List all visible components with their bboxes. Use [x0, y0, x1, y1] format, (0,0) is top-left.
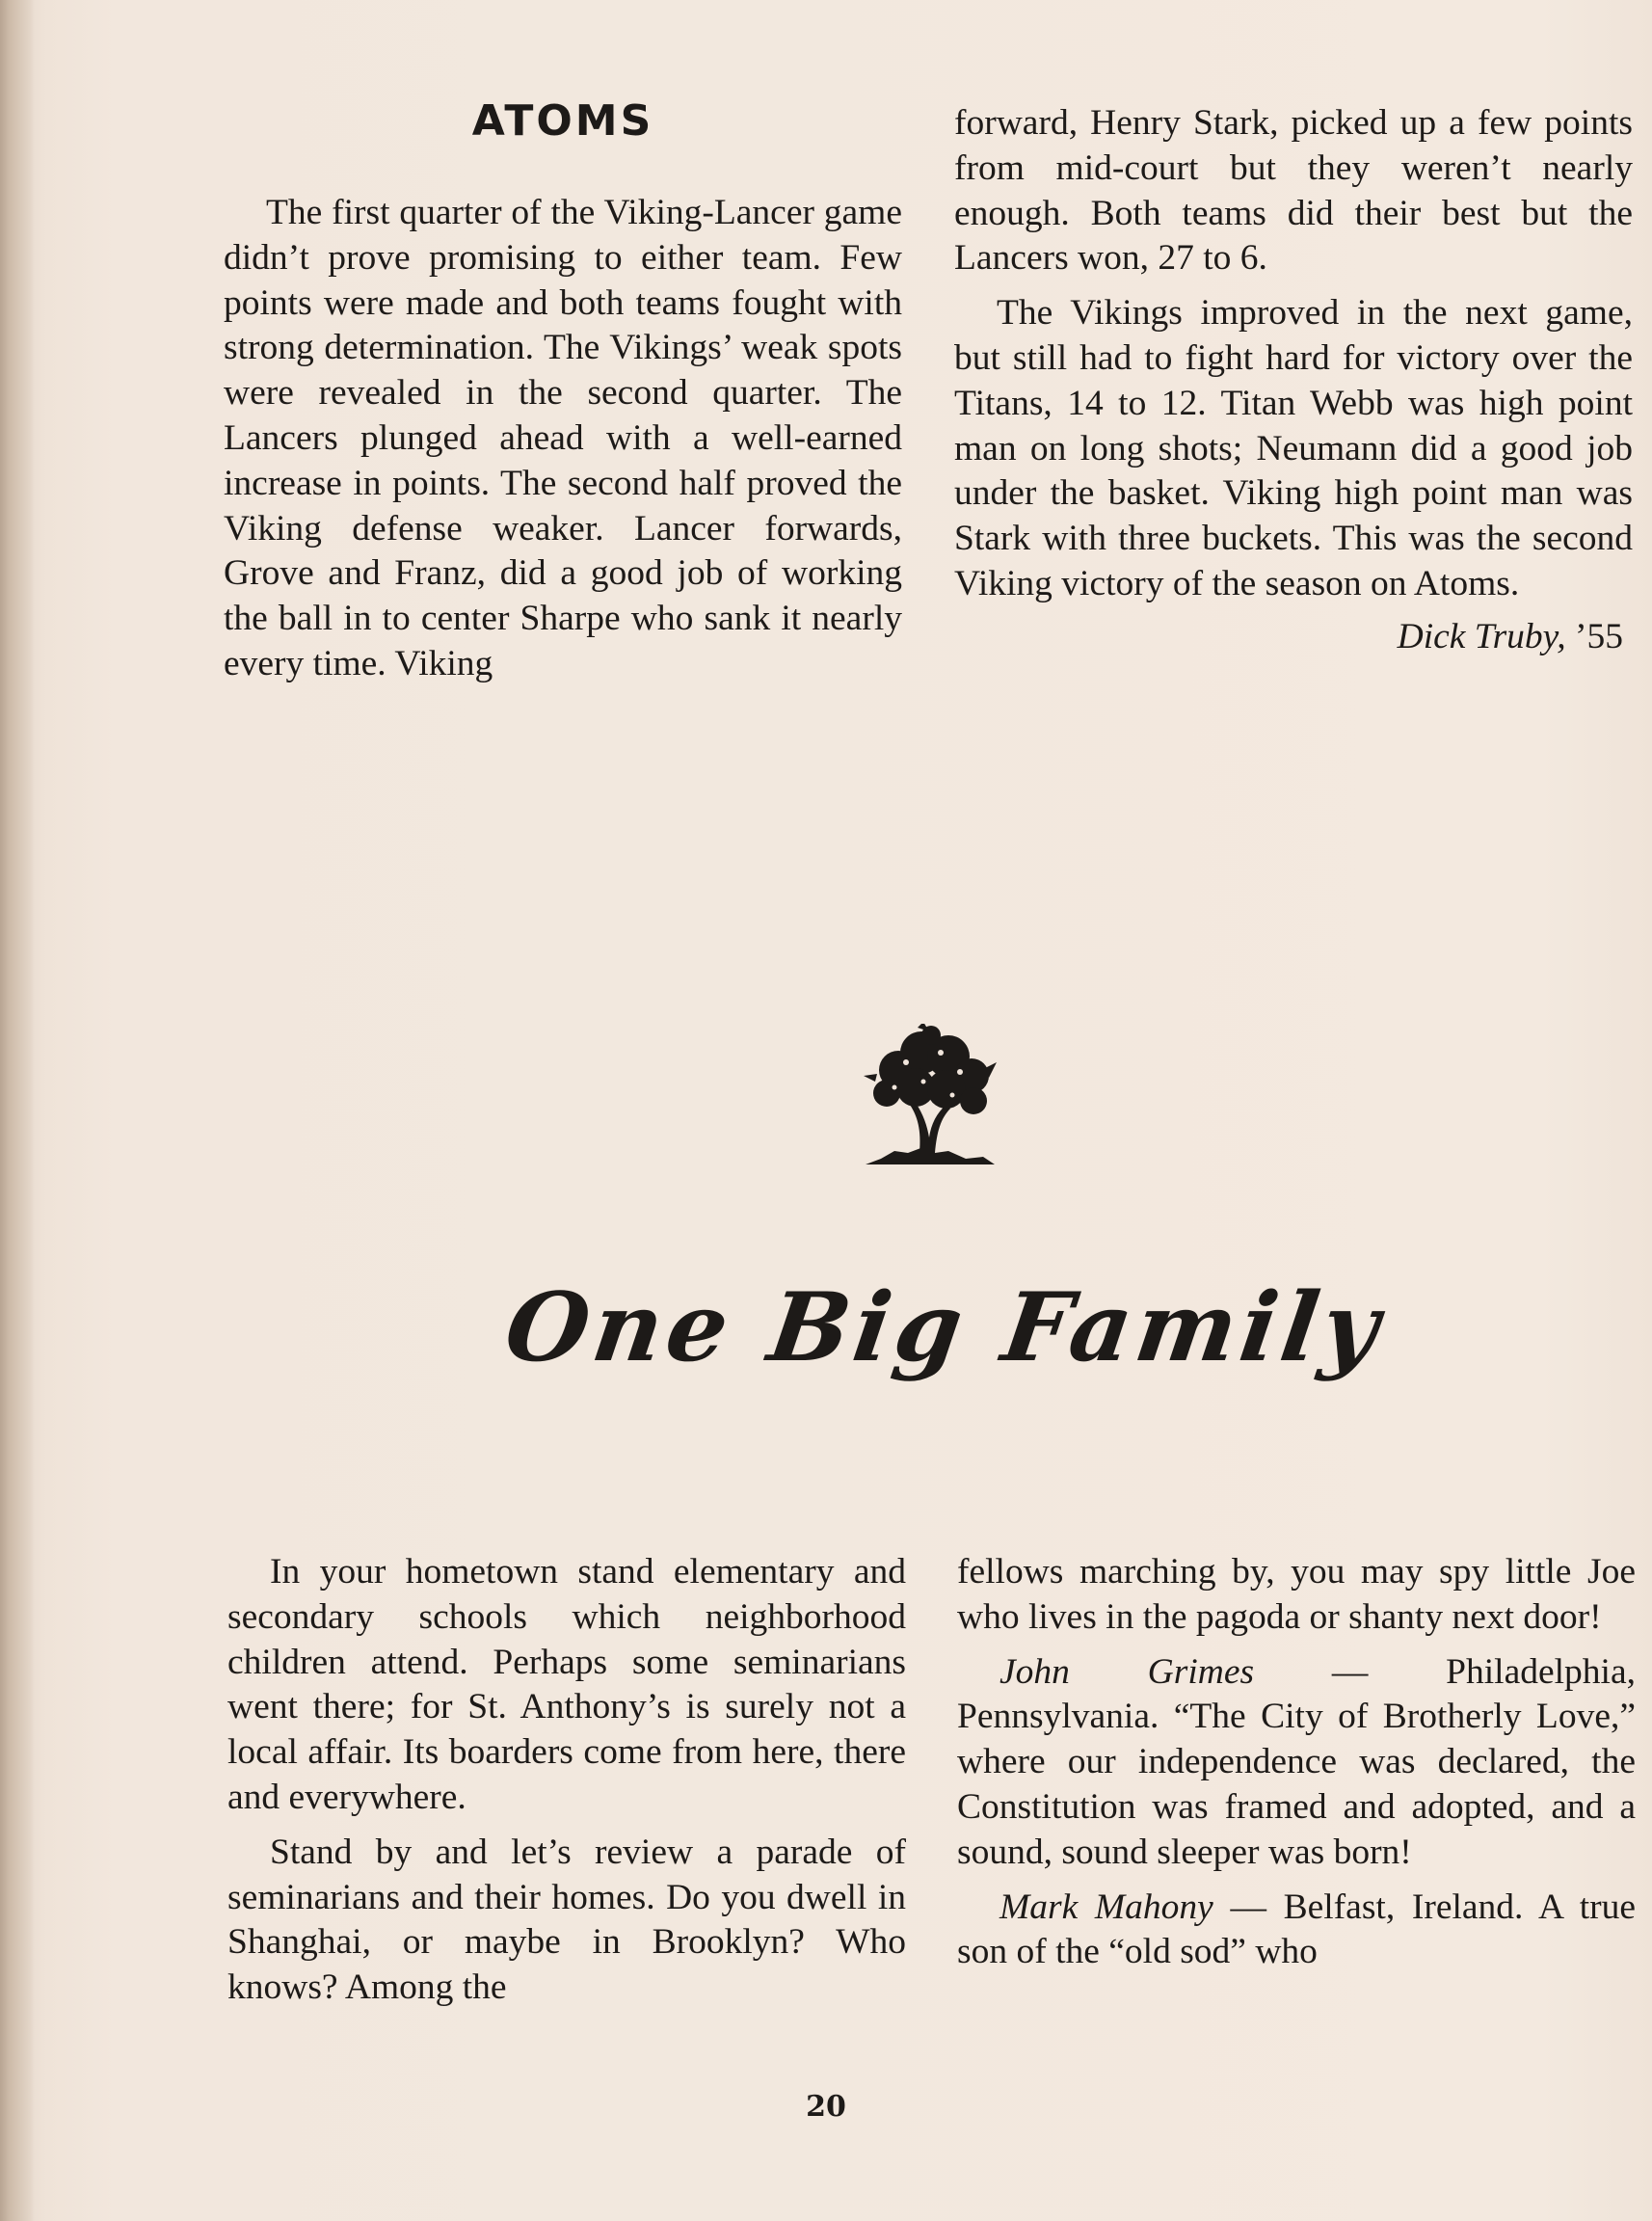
book-spine-shadow: [0, 0, 35, 2221]
atoms-heading: ATOMS: [471, 96, 654, 146]
seminarian-description: — Belfast, Ireland. A true son of the “old sod” who: [957, 1887, 1636, 1972]
author-year: ’55: [1575, 616, 1623, 656]
seminarian-entry-grimes: [957, 1650, 1636, 1876]
seminarian-name: Mark Mahony: [999, 1887, 1213, 1927]
feature-left-column: [227, 1550, 906, 2011]
feature-paragraph-1: In your hometown stand elementary and secondary schools which neighborhood children attend. Perhaps some seminarians went there; for St. Anthony’s is surely not a local affair. Its boarders come from here, there and everywhere.: [227, 1552, 906, 1817]
feature-title: One Big Family: [498, 1272, 1391, 1383]
atoms-left-column: [224, 191, 902, 687]
author-name: Dick Truby,: [1397, 616, 1566, 656]
atoms-byline: [954, 615, 1633, 660]
feature-right-column: [957, 1550, 1636, 1975]
tree-icon: [860, 1024, 1000, 1168]
atoms-right-column: [954, 101, 1633, 660]
seminarian-description: — Philadelphia, Pennsylvania. “The City of Brotherly Love,” where our independence was declared, the Constitution was framed and adopted, and a sound, sound sleeper was born!: [957, 1651, 1636, 1872]
atoms-paragraph-1-continued: forward, Henry Stark, picked up a few points from mid-court but they weren’t nearly enough. Both teams did their best but the Lancers won, 27 to 6.: [954, 103, 1633, 279]
atoms-paragraph-1: The first quarter of the Viking-Lancer game didn’t prove promising to either team. Few points were made and both teams fought with strong determination. The Vikings’ weak spots were revealed in the second quarter. The Lancers plunged ahead with a well-earned increase in points. The second half proved the Viking defense weaker. Lancer forwards, Grove and Franz, did a good job of working the ball in to center Sharpe who sank it nearly every time. Viking: [224, 193, 902, 683]
atoms-paragraph-2: The Vikings improved in the next game, but still had to fight hard for victory over the Titans, 14 to 12. Titan Webb was high point man on long shots; Neumann did a good job under the basket. Viking high point man was Stark with three buckets. This was the second Viking victory of the season on Atoms.: [954, 293, 1633, 603]
seminarian-entry-mahony: [957, 1886, 1636, 1976]
seminarian-name: John Grimes: [999, 1651, 1255, 1692]
page-number: 20: [806, 2090, 846, 2124]
feature-paragraph-2: Stand by and let’s review a parade of seminarians and their homes. Do you dwell in Shanghai, or maybe in Brooklyn? Who knows? Among the: [227, 1832, 906, 2008]
feature-paragraph-2-continued: fellows marching by, you may spy little Joe who lives in the pagoda or shanty next door!: [957, 1552, 1636, 1637]
